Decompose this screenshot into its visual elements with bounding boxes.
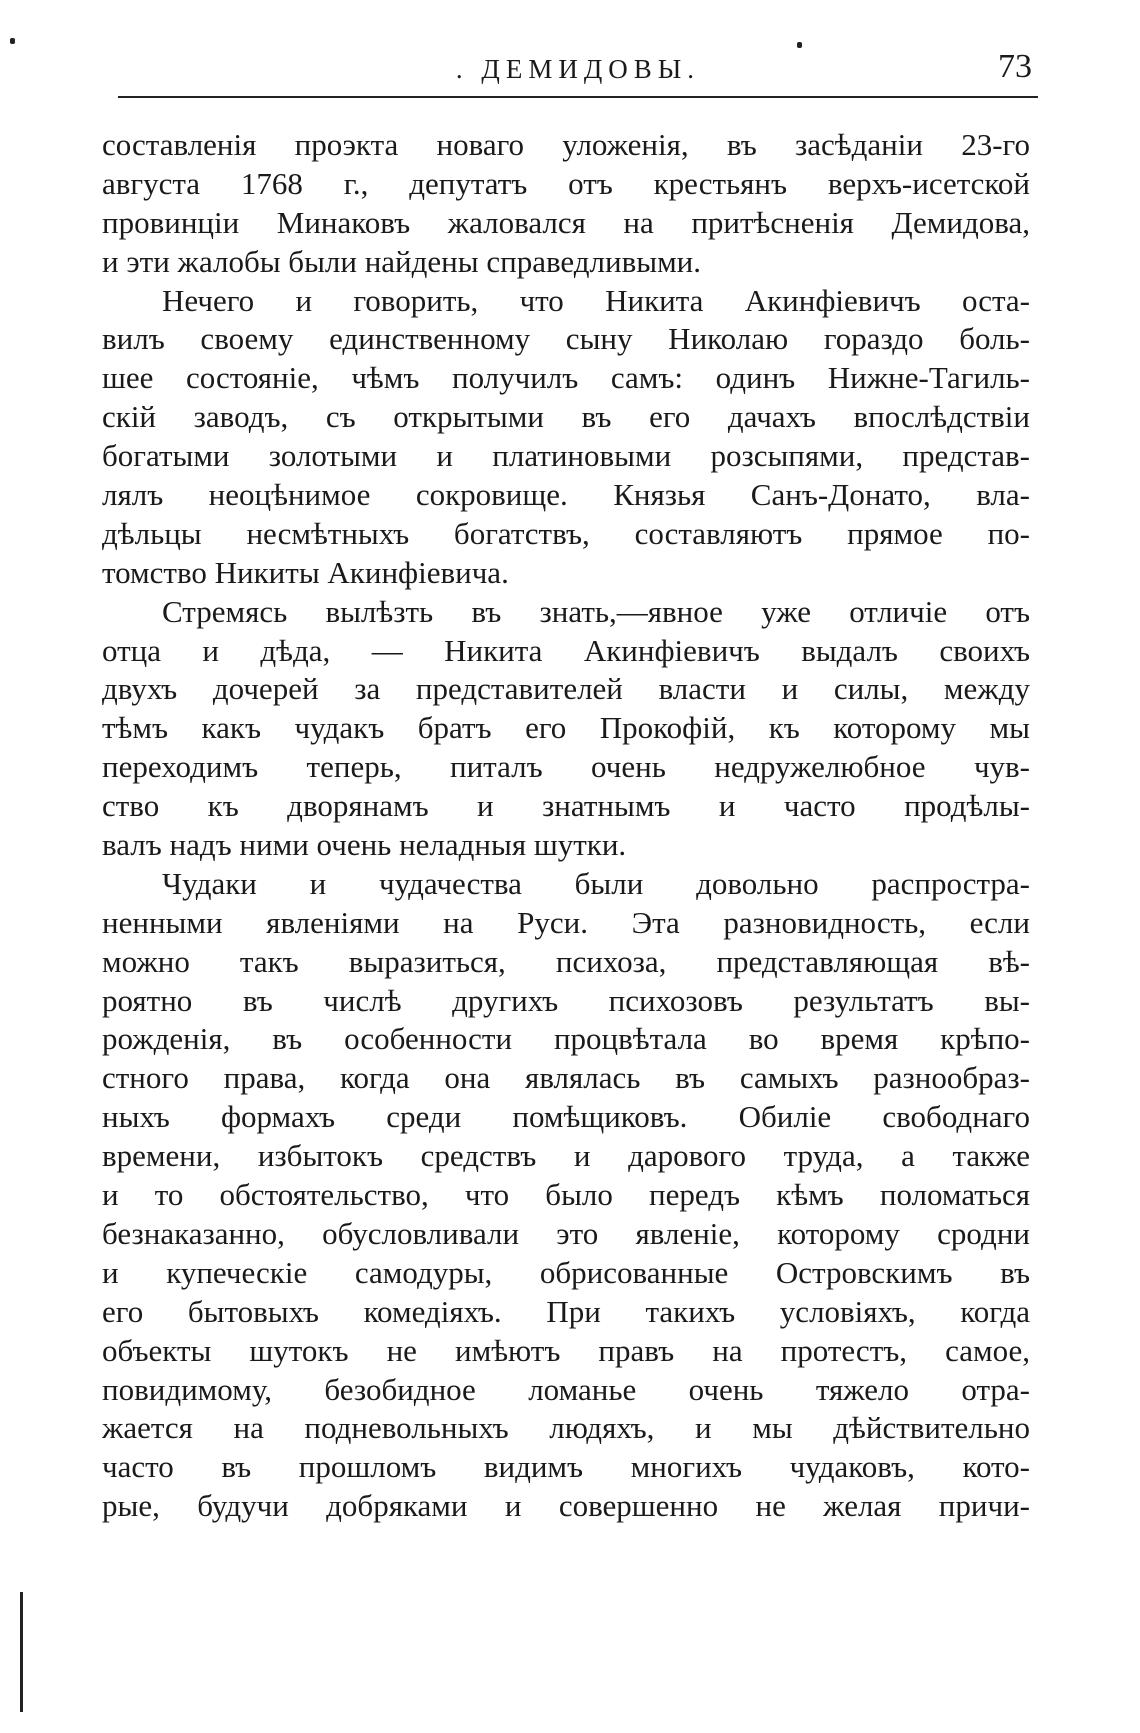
text-line: тѣмъ какъ чудакъ братъ его Прокофій, къ которому мы xyxy=(102,710,1030,746)
text-line: августа 1768 г., депутатъ отъ крестьянъ верхъ-исетской xyxy=(102,165,1030,201)
text-line: лялъ неоцѣнимое сокровище. Князья Санъ-Донато, вла- xyxy=(102,477,1030,513)
text-line: можно такъ выразиться, психоза, представляющая вѣ- xyxy=(102,943,1030,979)
text-line: Нечего и говорить, что Никита Акинфіевичъ оста- xyxy=(162,282,1030,318)
text-line: повидимому, безобидное ломанье очень тяжело отра- xyxy=(102,1371,1030,1407)
text-line: провинціи Минаковъ жаловался на притѣсненія Демидова, xyxy=(102,204,1030,240)
text-line: объекты шутокъ не имѣютъ правъ на протестъ, самое, xyxy=(102,1332,1030,1368)
text-line: Стремясь вылѣзть въ знать,—явное уже отличіе отъ xyxy=(162,593,1030,629)
text-line: скій заводъ, съ открытыми въ его дачахъ впослѣдствіи xyxy=(102,399,1030,435)
text-line: времени, избытокъ средствъ и дарового труда, а также xyxy=(102,1138,1030,1174)
text-line: составленія проэкта новаго уложенія, въ засѣданіи 23-го xyxy=(102,127,1030,162)
text-line: его бытовыхъ комедіяхъ. При такихъ условіяхъ, когда xyxy=(102,1293,1030,1329)
text-line: ненными явленіями на Руси. Эта разновидность, если xyxy=(102,904,1030,940)
margin-mark xyxy=(20,1592,23,1712)
text-line: переходимъ теперь, питалъ очень недружелюбное чув- xyxy=(102,749,1030,785)
ink-speck xyxy=(10,38,15,44)
page-number: 73 xyxy=(998,48,1032,85)
text-line: отца и дѣда, — Никита Акинфіевичъ выдалъ своихъ xyxy=(102,632,1030,668)
text-line: рожденія, въ особенности процвѣтала во время крѣпо- xyxy=(102,1021,1030,1057)
text-line: шее состояніе, чѣмъ получилъ самъ: одинъ Нижне-Тагиль- xyxy=(102,360,1030,396)
text-line: рые, будучи добряками и совершенно не желая причи- xyxy=(102,1488,1030,1524)
text-line: валъ надъ ними очень неладныя шутки. xyxy=(102,827,627,863)
text-line: богатыми золотыми и платиновыми розсыпями, представ- xyxy=(102,438,1030,474)
body-text xyxy=(102,126,1030,1526)
text-line: ныхъ формахъ среди помѣщиковъ. Обиліе свободнаго xyxy=(102,1099,1030,1135)
text-line: Чудаки и чудачества были довольно распростра- xyxy=(162,865,1030,901)
header-rule xyxy=(118,96,1038,98)
page-header xyxy=(118,48,1038,98)
text-line: томство Никиты Акинфіевича. xyxy=(102,554,509,590)
text-line: и эти жалобы были найдены справедливыми. xyxy=(102,243,702,279)
text-line: и купеческіе самодуры, обрисованные Островскимъ въ xyxy=(102,1254,1030,1290)
text-line: двухъ дочерей за представителей власти и силы, между xyxy=(102,671,1030,707)
text-line: и то обстоятельство, что было передъ кѣмъ поломаться xyxy=(102,1177,1030,1213)
text-line: жается на подневольныхъ людяхъ, и мы дѣйствительно xyxy=(102,1410,1030,1446)
text-line: вилъ своему единственному сыну Николаю гораздо боль- xyxy=(102,321,1030,357)
text-line: стного права, когда она являлась въ самыхъ разнообраз- xyxy=(102,1060,1030,1096)
text-line: безнаказанно, обусловливали это явленіе, которому сродни xyxy=(102,1215,1030,1251)
text-line: часто въ прошломъ видимъ многихъ чудаковъ, кото- xyxy=(102,1449,1030,1485)
running-title: . ДЕМИДОВЫ. xyxy=(455,54,701,84)
text-line: роятно въ числѣ другихъ психозовъ результатъ вы- xyxy=(102,982,1030,1018)
text-line: дѣльцы несмѣтныхъ богатствъ, составляютъ прямое по- xyxy=(102,515,1030,551)
text-line: ство къ дворянамъ и знатнымъ и часто продѣлы- xyxy=(102,788,1030,824)
